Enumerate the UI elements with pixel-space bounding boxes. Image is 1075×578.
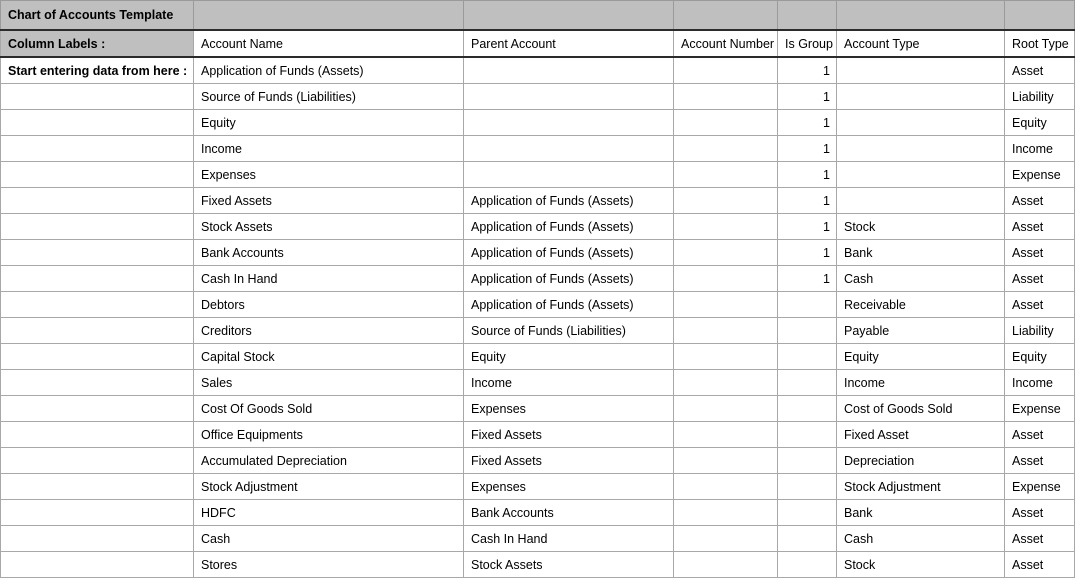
cell-account-type[interactable] bbox=[837, 84, 1005, 110]
title-row-empty-cell[interactable] bbox=[464, 1, 674, 31]
cell-account-name[interactable]: Expenses bbox=[194, 162, 464, 188]
cell-account-number[interactable] bbox=[674, 344, 778, 370]
cell-account-type[interactable]: Stock bbox=[837, 552, 1005, 578]
row-label-cell[interactable] bbox=[1, 162, 194, 188]
cell-is-group[interactable]: 1 bbox=[778, 84, 837, 110]
header-root-type[interactable]: Root Type bbox=[1005, 30, 1075, 57]
cell-account-name[interactable]: Equity bbox=[194, 110, 464, 136]
cell-account-name[interactable]: Stock Assets bbox=[194, 214, 464, 240]
cell-parent-account[interactable]: Source of Funds (Liabilities) bbox=[464, 318, 674, 344]
cell-account-type[interactable]: Receivable bbox=[837, 292, 1005, 318]
table-row bbox=[1, 188, 1075, 214]
cell-parent-account[interactable]: Application of Funds (Assets) bbox=[464, 188, 674, 214]
row-label-cell[interactable] bbox=[1, 344, 194, 370]
cell-root-type[interactable]: Asset bbox=[1005, 526, 1075, 552]
cell-is-group[interactable]: 1 bbox=[778, 162, 837, 188]
cell-parent-account[interactable]: Application of Funds (Assets) bbox=[464, 214, 674, 240]
cell-account-name[interactable]: Creditors bbox=[194, 318, 464, 344]
cell-parent-account[interactable]: Expenses bbox=[464, 396, 674, 422]
cell-account-name[interactable]: Capital Stock bbox=[194, 344, 464, 370]
cell-parent-account[interactable]: Expenses bbox=[464, 474, 674, 500]
cell-is-group[interactable]: 1 bbox=[778, 214, 837, 240]
title-row-empty-cell[interactable] bbox=[837, 1, 1005, 31]
cell-root-type[interactable]: Asset bbox=[1005, 240, 1075, 266]
cell-root-type[interactable]: Expense bbox=[1005, 396, 1075, 422]
cell-parent-account[interactable]: Fixed Assets bbox=[464, 448, 674, 474]
cell-parent-account[interactable]: Equity bbox=[464, 344, 674, 370]
table-row bbox=[1, 396, 1075, 422]
cell-root-type[interactable]: Liability bbox=[1005, 318, 1075, 344]
cell-is-group[interactable]: 1 bbox=[778, 188, 837, 214]
table-row bbox=[1, 526, 1075, 552]
cell-account-type[interactable] bbox=[837, 188, 1005, 214]
table-row bbox=[1, 214, 1075, 240]
cell-is-group[interactable]: 1 bbox=[778, 57, 837, 84]
cell-account-name[interactable]: HDFC bbox=[194, 500, 464, 526]
cell-account-type[interactable] bbox=[837, 162, 1005, 188]
cell-account-number[interactable] bbox=[674, 240, 778, 266]
cell-account-name[interactable]: Sales bbox=[194, 370, 464, 396]
row-label-cell[interactable] bbox=[1, 266, 194, 292]
table-body bbox=[1, 57, 1075, 578]
cell-root-type[interactable]: Asset bbox=[1005, 448, 1075, 474]
cell-account-type[interactable]: Bank bbox=[837, 500, 1005, 526]
cell-root-type[interactable]: Asset bbox=[1005, 266, 1075, 292]
table-row bbox=[1, 448, 1075, 474]
cell-root-type[interactable]: Asset bbox=[1005, 214, 1075, 240]
title-row-empty-cell[interactable] bbox=[1005, 1, 1075, 31]
cell-account-number[interactable] bbox=[674, 474, 778, 500]
cell-account-number[interactable] bbox=[674, 448, 778, 474]
table-row bbox=[1, 552, 1075, 578]
row-label-cell[interactable] bbox=[1, 136, 194, 162]
cell-root-type[interactable]: Equity bbox=[1005, 110, 1075, 136]
cell-account-number[interactable] bbox=[674, 84, 778, 110]
cell-account-number[interactable] bbox=[674, 500, 778, 526]
cell-account-number[interactable] bbox=[674, 188, 778, 214]
cell-is-group[interactable] bbox=[778, 422, 837, 448]
cell-root-type[interactable]: Asset bbox=[1005, 57, 1075, 84]
row-label-cell[interactable] bbox=[1, 448, 194, 474]
row-label-cell[interactable] bbox=[1, 396, 194, 422]
cell-account-name[interactable]: Cash bbox=[194, 526, 464, 552]
cell-parent-account[interactable]: Cash In Hand bbox=[464, 526, 674, 552]
cell-is-group[interactable] bbox=[778, 370, 837, 396]
cell-account-type[interactable]: Payable bbox=[837, 318, 1005, 344]
cell-root-type[interactable]: Equity bbox=[1005, 344, 1075, 370]
cell-account-type[interactable]: Stock bbox=[837, 214, 1005, 240]
cell-account-number[interactable] bbox=[674, 422, 778, 448]
cell-account-number[interactable] bbox=[674, 526, 778, 552]
cell-account-name[interactable]: Debtors bbox=[194, 292, 464, 318]
cell-account-type[interactable] bbox=[837, 57, 1005, 84]
cell-account-type[interactable]: Equity bbox=[837, 344, 1005, 370]
cell-account-type[interactable]: Fixed Asset bbox=[837, 422, 1005, 448]
cell-account-type[interactable]: Stock Adjustment bbox=[837, 474, 1005, 500]
cell-is-group[interactable] bbox=[778, 344, 837, 370]
title-row bbox=[1, 1, 1075, 31]
row-label-cell[interactable] bbox=[1, 474, 194, 500]
cell-parent-account[interactable] bbox=[464, 110, 674, 136]
row-label-cell[interactable] bbox=[1, 500, 194, 526]
table-row bbox=[1, 57, 1075, 84]
cell-root-type[interactable]: Expense bbox=[1005, 474, 1075, 500]
cell-root-type[interactable]: Liability bbox=[1005, 84, 1075, 110]
header-row bbox=[1, 30, 1075, 57]
cell-is-group[interactable]: 1 bbox=[778, 240, 837, 266]
cell-is-group[interactable] bbox=[778, 318, 837, 344]
table-row bbox=[1, 292, 1075, 318]
table-row bbox=[1, 84, 1075, 110]
row-label-cell[interactable] bbox=[1, 214, 194, 240]
cell-is-group[interactable] bbox=[778, 500, 837, 526]
table-row bbox=[1, 110, 1075, 136]
table-row bbox=[1, 474, 1075, 500]
cell-account-name[interactable]: Income bbox=[194, 136, 464, 162]
cell-is-group[interactable] bbox=[778, 396, 837, 422]
header-is-group[interactable]: Is Group bbox=[778, 30, 837, 57]
cell-parent-account[interactable]: Application of Funds (Assets) bbox=[464, 266, 674, 292]
cell-account-type[interactable] bbox=[837, 110, 1005, 136]
cell-is-group[interactable]: 1 bbox=[778, 110, 837, 136]
cell-is-group[interactable] bbox=[778, 292, 837, 318]
cell-account-type[interactable]: Income bbox=[837, 370, 1005, 396]
cell-account-name[interactable]: Bank Accounts bbox=[194, 240, 464, 266]
row-label-cell[interactable] bbox=[1, 318, 194, 344]
cell-parent-account[interactable] bbox=[464, 136, 674, 162]
cell-root-type[interactable]: Asset bbox=[1005, 292, 1075, 318]
cell-root-type[interactable]: Asset bbox=[1005, 500, 1075, 526]
cell-account-number[interactable] bbox=[674, 266, 778, 292]
cell-root-type[interactable]: Income bbox=[1005, 370, 1075, 396]
cell-account-name[interactable]: Fixed Assets bbox=[194, 188, 464, 214]
row-label-cell[interactable] bbox=[1, 292, 194, 318]
cell-account-number[interactable] bbox=[674, 396, 778, 422]
table-row bbox=[1, 422, 1075, 448]
table-row bbox=[1, 162, 1075, 188]
row-label-cell[interactable] bbox=[1, 552, 194, 578]
cell-parent-account[interactable]: Application of Funds (Assets) bbox=[464, 240, 674, 266]
table-row bbox=[1, 136, 1075, 162]
table-row bbox=[1, 240, 1075, 266]
cell-account-type[interactable]: Cost of Goods Sold bbox=[837, 396, 1005, 422]
row-label-cell[interactable] bbox=[1, 240, 194, 266]
cell-account-number[interactable] bbox=[674, 370, 778, 396]
cell-account-name[interactable]: Stores bbox=[194, 552, 464, 578]
title-row-empty-cell[interactable] bbox=[194, 1, 464, 31]
cell-account-number[interactable] bbox=[674, 162, 778, 188]
title-row-empty-cell[interactable] bbox=[778, 1, 837, 31]
cell-is-group[interactable]: 1 bbox=[778, 136, 837, 162]
cell-parent-account[interactable]: Application of Funds (Assets) bbox=[464, 292, 674, 318]
cell-account-number[interactable] bbox=[674, 136, 778, 162]
cell-root-type[interactable]: Expense bbox=[1005, 162, 1075, 188]
header-account-number[interactable]: Account Number bbox=[674, 30, 778, 57]
header-parent-account[interactable]: Parent Account bbox=[464, 30, 674, 57]
cell-account-number[interactable] bbox=[674, 110, 778, 136]
cell-account-number[interactable] bbox=[674, 292, 778, 318]
cell-account-name[interactable]: Accumulated Depreciation bbox=[194, 448, 464, 474]
column-labels-cell[interactable]: Column Labels : bbox=[1, 30, 194, 57]
table-row bbox=[1, 500, 1075, 526]
cell-parent-account[interactable] bbox=[464, 57, 674, 84]
row-label-cell[interactable] bbox=[1, 110, 194, 136]
cell-account-number[interactable] bbox=[674, 214, 778, 240]
cell-root-type[interactable]: Asset bbox=[1005, 552, 1075, 578]
table-row bbox=[1, 266, 1075, 292]
cell-account-type[interactable]: Cash bbox=[837, 266, 1005, 292]
header-account-name[interactable]: Account Name bbox=[194, 30, 464, 57]
cell-is-group[interactable] bbox=[778, 474, 837, 500]
cell-parent-account[interactable] bbox=[464, 84, 674, 110]
table-row bbox=[1, 344, 1075, 370]
cell-root-type[interactable]: Asset bbox=[1005, 422, 1075, 448]
cell-account-name[interactable]: Source of Funds (Liabilities) bbox=[194, 84, 464, 110]
title-row-empty-cell[interactable] bbox=[674, 1, 778, 31]
row-label-cell[interactable] bbox=[1, 526, 194, 552]
row-label-cell[interactable] bbox=[1, 422, 194, 448]
row-label-cell[interactable] bbox=[1, 370, 194, 396]
cell-is-group[interactable] bbox=[778, 552, 837, 578]
cell-account-number[interactable] bbox=[674, 318, 778, 344]
cell-root-type[interactable]: Income bbox=[1005, 136, 1075, 162]
header-account-type[interactable]: Account Type bbox=[837, 30, 1005, 57]
table-row bbox=[1, 370, 1075, 396]
cell-parent-account[interactable]: Income bbox=[464, 370, 674, 396]
cell-parent-account[interactable]: Bank Accounts bbox=[464, 500, 674, 526]
sheet-title-cell[interactable]: Chart of Accounts Template bbox=[1, 1, 194, 31]
cell-account-name[interactable]: Cash In Hand bbox=[194, 266, 464, 292]
cell-account-type[interactable] bbox=[837, 136, 1005, 162]
table-row bbox=[1, 318, 1075, 344]
cell-account-name[interactable]: Application of Funds (Assets) bbox=[194, 57, 464, 84]
cell-parent-account[interactable] bbox=[464, 162, 674, 188]
cell-parent-account[interactable]: Fixed Assets bbox=[464, 422, 674, 448]
cell-account-name[interactable]: Cost Of Goods Sold bbox=[194, 396, 464, 422]
row-label-cell[interactable] bbox=[1, 188, 194, 214]
cell-is-group[interactable]: 1 bbox=[778, 266, 837, 292]
cell-account-name[interactable]: Stock Adjustment bbox=[194, 474, 464, 500]
start-entering-label-cell[interactable]: Start entering data from here : bbox=[1, 57, 194, 84]
row-label-cell[interactable] bbox=[1, 84, 194, 110]
cell-is-group[interactable] bbox=[778, 526, 837, 552]
cell-account-type[interactable]: Depreciation bbox=[837, 448, 1005, 474]
cell-parent-account[interactable]: Stock Assets bbox=[464, 552, 674, 578]
cell-account-type[interactable]: Bank bbox=[837, 240, 1005, 266]
cell-is-group[interactable] bbox=[778, 448, 837, 474]
cell-account-number[interactable] bbox=[674, 552, 778, 578]
cell-root-type[interactable]: Asset bbox=[1005, 188, 1075, 214]
cell-account-number[interactable] bbox=[674, 57, 778, 84]
cell-account-type[interactable]: Cash bbox=[837, 526, 1005, 552]
cell-account-name[interactable]: Office Equipments bbox=[194, 422, 464, 448]
